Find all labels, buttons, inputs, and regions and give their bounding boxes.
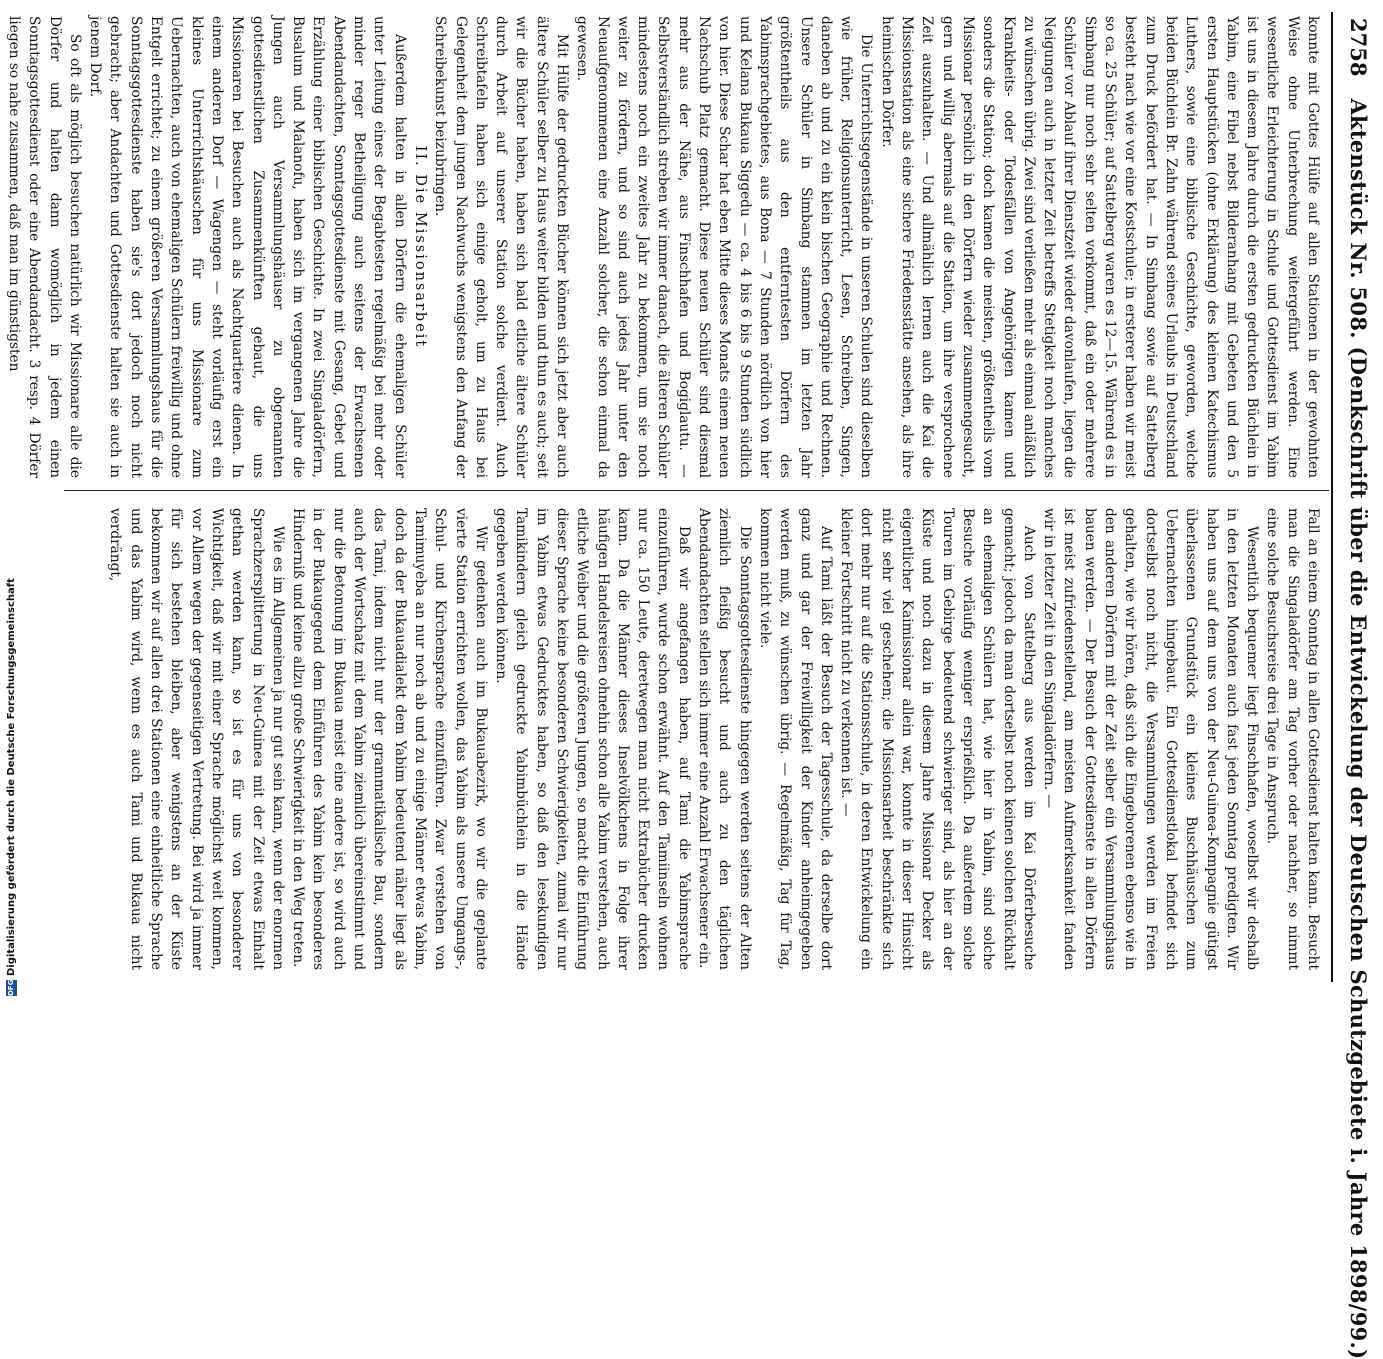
paragraph: Außerdem halten in allen Dörfern die ehemaligen Schüler unter Leitung eines der Begabtesten regelmäßig bei mehr oder minder reger Betheiligung auch seitens der Erwachsenen Abendandachten, Sonntagsgottesdienste mit Gesang, Gebet und Erzählung einer biblischen Geschichte. In zwei Singaladörfern, Busalum und Malanofu, haben sich im vergangenen Jahre die Jungen auch Versammlungshäuser zu obgenannten gottesdienstlichen Zusammenkünften gebaut, die uns Missionaren bei Besuchen auch als Nachtquartiere dienen. In einem anderen Dorf — Wagengen — steht vorläufig erst ein kleines Unterrichtshäuschen für uns Missionare zum Uebernachten, auch von ehemaligen Schülern freiwillig und ohne Entgelt errichtet; zu einem größeren Versammlungshaus für die Sonntagsgottesdienste haben sie's dort jedoch noch nicht gebracht; aber Andachten und Gottesdienste halten sie auch in jenem Dorf. [87, 16, 408, 478]
paragraph: Auch von Sattelberg aus werden im Kai Dörferbesuche gemacht; jedoch da man dortselbst noch keinen solchen Rückhalt an ehemaligen Schülern hat, wie hier in Yabim, sind solche Besuche vorläufig weniger ersprießlich. Da außerdem solche Touren im Gebirge bedeutend schwieriger sind, als hier an der Küste und noch dazu in diesem Jahre Missionar Decker als eigentlicher Kaimissionar allein war, konnte in dieser Hinsicht nicht sehr viel geschehen; die Missionsarbeit beschränkte sich dort mehr nur auf die Stationsschule, in deren Entwickelung ein kleiner Fortschritt nicht zu verkennen ist. — [838, 508, 1037, 970]
paragraph: Wie es im Allgemeinen ja nur gut sein kann, wenn der enormen Sprachzersplitterung in Neu-Guinea mit der Zeit etwas Einhalt gethan werden kann, so ist es für uns von besonderer Wichtigkeit, daß wir mit einer Sprache möglichst weit kommen, vor Allem wegen der gegenseitigen Vertretung. Bei wird ja immer für sich bestehen bleiben, aber wenigstens an der Küste bekommen wir auf allen drei Stationen eine einheitliche Sprache und das Yabim wird, wenn es auch Tami und Bukaua nicht verdrängt, [107, 508, 286, 970]
paragraph: Wesentlich bequemer liegt Finschhafen, woselbst wir deshalb in den letzten Monaten auch fast jeden Sonntag predigten. Wir haben uns auf dem uns von der Neu-Guinea-Kompagnie gütigst überlassenen Grundstück ein kleines Buschhäuschen zum Uebernachten hingebaut. Ein Gottesdienstlokal befindet sich dortselbst noch nicht, die Versammlungen werden im Freien gehalten, wie wir hören, daß sich die Eingeborenen ebenso wie in den anderen Dörfern mit der Zeit selber ein Versammlungshaus bauen werden. — Der Besuch der Gottesdienste in allen Dörfern ist meist zufriedenstellend, am meisten Aufmerksamkeit fanden wir in letzter Zeit in den Singaladörfern. — [1041, 508, 1261, 970]
digitization-credit [6, 0, 17, 996]
paragraph: Die Sonntagsgottesdienste hingegen werden seitens der Alten ziemlich fleißig besucht und auch zu den täglichen Abendandachten stellen sich immer eine Anzahl Erwachsener ein. [696, 508, 753, 970]
paragraph: Mit Hülfe der gedruckten Bücher können sich jetzt aber auch ältere Schüler selber zu Haus weiter bilden und thun es auch; seit wir die Bücher haben, haben sich bald etliche ältere Schüler durch Arbeit auf unserer Station solche verdient. Auch Schreibtafeln haben sich einige geholt, um zu Haus bei Gelegenheit dem jungen Nachwuchs wenigstens den Anfang der Schreibekunst beizubringen. [432, 16, 571, 478]
header-rule [1331, 12, 1333, 982]
paragraph: Wir gedenken auch im Bukauabezirk, wo wir die geplante vierte Station errichten wollen, das Yabim als unsere Umgangs-, Schul- und Kirchensprache einzuführen. Zwar verstehen von Tamimuyeba an nur noch ab und zu einige Männer etwas Yabim, doch da der Bukauadialekt dem Yabim bedeutend näher liegt als das Tami, indem nicht nur der grammatikalische Bau, sondern auch der Wortschatz mit dem Yabim ziemlich übereinstimmt und nur die Betonung im Bukaua meist eine andere ist, so wird auch in der Bukaugegend dem Einführen des Yabim kein besonderes Hinderniß und keine allzu große Schwierigkeit in den Weg treten. [290, 508, 489, 970]
page-header [1341, 18, 1371, 1359]
dfg-logo: DFG [7, 979, 15, 996]
paragraph: So oft als möglich besuchen natürlich wir Missionare alle die Dörfer und halten dann womöglich in jedem einen Sonntagsgottesdienst oder eine Abendandacht. 3 resp. 4 Dörfer liegen so nahe zusammen, daß man im günstigsten [6, 16, 83, 478]
paragraph: Fall an einem Sonntag in allen Gottesdienst halten kann. Besucht man die Singaladörfer am Tag vorher oder nachher, so nimmt eine solche Besuchsreise drei Tage in Anspruch. [1264, 508, 1321, 970]
section-title: II. Die Missionsarbeit [411, 145, 428, 349]
right-column [63, 508, 1323, 970]
credit-text: Digitalisierung gefördert durch die Deutsche Forschungsgemeinschaft [6, 578, 17, 976]
page-number: 2758 [1346, 18, 1371, 77]
left-column [6, 16, 1323, 478]
paragraph: Daß wir angefangen haben, auf Tami die Yabimsprache einzuführen, wurde schon erwähnt. Auf den Tamiinseln wohnen nur ca. 150 Leute, deretwegen man nicht Extrabücher drucken kann. Da die Männer dieses Inselvölkchens in Folge ihrer häufigen Handelsreisen ohnehin schon alle Yabim verstehen, auch etliche Weiber und die größeren Jungen, so macht die Einführung dieser Sprache keine besonderen Schwierigkeiten, zumal wir nur im Yabim etwas Gedrucktes haben, so daß den lesekundigen Tamikindern gleich gedruckte Yabimbüchlein in die Hände gegeben werden können. [493, 508, 692, 970]
paragraph: Die Unterrichtsgegenstände in unseren Schulen sind dieselben wie früher, Religionsunterricht, Lesen, Schreiben, Singen, daneben ab und zu ein klein bischen Geographie und Rechnen. Unsere Schüler in Simbang stammen im letzten Jahr größtentheils aus den entferntesten Dörfern des Yabimsprachgebietes, aus Bona — 7 Stunden nördlich von hier und Kelana Bukaua Siggedu — ca. 4 bis 6 bis 9 Stunden südlich von hier. Diese Schar hat eben Mitte dieses Monats einem neuen Nachschub Platz gemacht. Diese neuen Schüler sind diesmal mehr aus der Nähe, aus Finschhafen und Bogiglautu. — Selbstverständlich streben wir immer danach, die älteren Schüler mindestens noch ein zweites Jahr zu bekommen, um sie noch weiter zu fördern, und so sind auch jedes Jahr unter den Neuaufgenommenen eine Anzahl solcher, die schon einmal da gewesen. [574, 16, 875, 478]
paragraph: Auf Tami läßt der Besuch der Tagesschule, da derselbe dort ganz und gar der Freiwilligkeit der Kinder anheimgegeben werden muß, zu wünschen übrig. — Regelmäßig, Tag für Tag, kommen nicht viele. [756, 508, 834, 970]
running-title: Aktenstück Nr. 508. (Denkschrift über die Entwickelung der Deutschen Schutzgebiete i. Jahre 1898/99.) [1346, 98, 1371, 1359]
column-divider [64, 490, 1329, 491]
paragraph: konnte mit Gottes Hülfe auf allen Stationen in der gewohnten Weise ohne Unterbrechung weitergeführt werden. Eine wesentliche Erleichterung in Schule und Gottesdienst im Yabim ist uns in diesem Jahre durch die ersten gedruckten Büchlein in Yabim, eine Fibel nebst Bilderanhang mit Gebeten und den 5 ersten Hauptstücken (ohne Erklärung) des kleinen Katechismus Luthers, sowie eine biblische Geschichte, geworden, welche beiden Büchlein Br. Zahn während seines Urlaubs in Deutschland zum Druck befördert hat. — In Simbang sowie auf Sattelberg besteht nach wie vor eine Kostschule; in ersterer haben wir meist so ca. 25 Schüler; auf Sattelberg waren es 12—15. Während es in Simbang nur noch sehr selten vorkommt, daß ein oder mehrere Schüler vor Ablauf ihrer Dienstzeit wieder davonlaufen, liegen die Neigungen auch in letzter Zeit betreffs Stetigkeit noch manches zu wünschen übrig. Zwei sind verließen mehr als einmal anläßlich Krankheits- oder Todesfällen von Angehörigen kamen und sonders die Station; doch kamen die meisten, größtentheils vom Missionar persönlich in den Dörfern wieder zusammengesucht, gern und willig abermals auf die Station, um ihre versprochene Zeit auszuhalten. — Und allmählich lernen auch die Kai die Missionsstation als eine sichere Friedensstätte ansehen, als ihre heimischen Dörfer. [878, 16, 1321, 478]
